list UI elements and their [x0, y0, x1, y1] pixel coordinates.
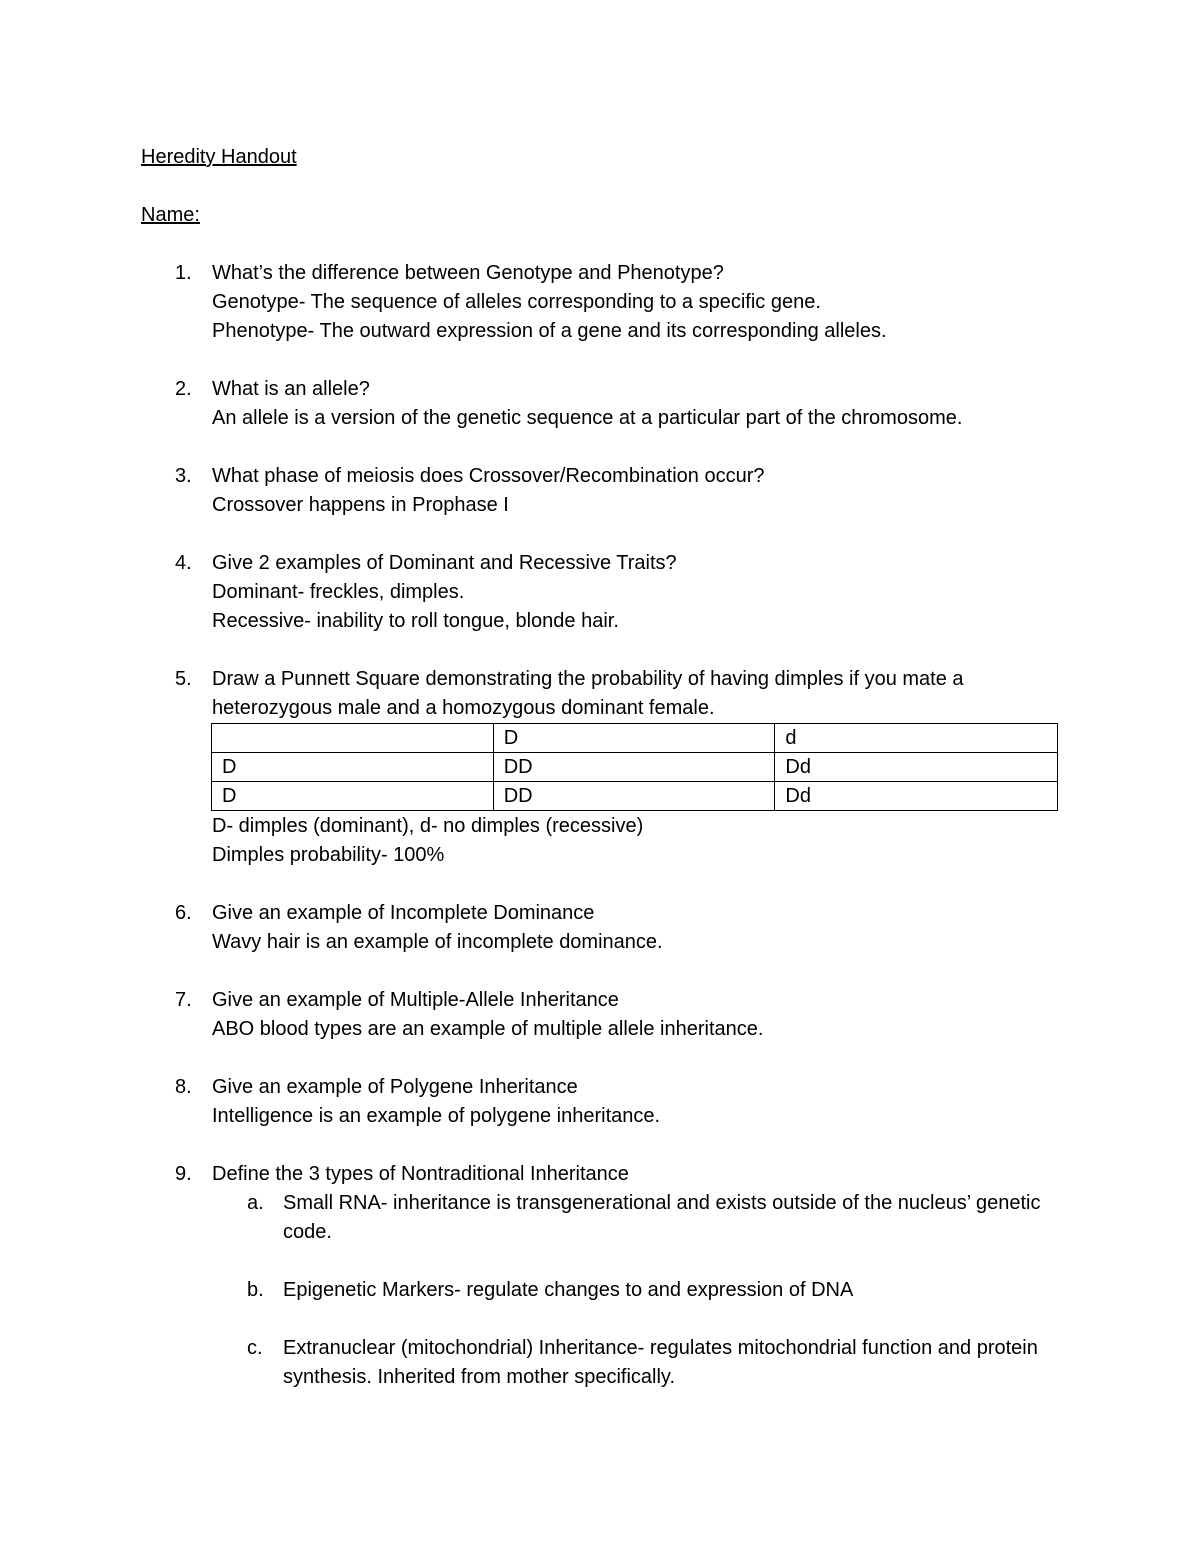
- table-cell: Dd: [775, 753, 1058, 782]
- sub-item-letter: c.: [247, 1337, 263, 1359]
- question-text: What is an allele?: [212, 378, 370, 400]
- table-cell: d: [775, 724, 1058, 753]
- question-number: 7.: [175, 989, 192, 1011]
- question-1: [141, 259, 1061, 346]
- sub-item-list: [212, 1189, 1061, 1392]
- question-9: [141, 1160, 1061, 1392]
- answer-line: D- dimples (dominant), d- no dimples (recessive): [212, 815, 644, 837]
- answer-line: Dimples probability- 100%: [212, 844, 445, 866]
- question-6: [141, 899, 1061, 957]
- answer-line: ABO blood types are an example of multiple allele inheritance.: [212, 1018, 764, 1040]
- sub-item-c: [212, 1334, 1061, 1392]
- question-text: Give an example of Incomplete Dominance: [212, 902, 595, 924]
- question-4: [141, 549, 1061, 636]
- question-text: Draw a Punnett Square demonstrating the probability of having dimples if you mate a heterozygous male and a homozygous dominant female.: [212, 668, 964, 719]
- answer-line: Recessive- inability to roll tongue, blonde hair.: [212, 610, 619, 632]
- question-list: [141, 259, 1061, 1392]
- sub-item-a: [212, 1189, 1061, 1247]
- table-cell: D: [212, 753, 494, 782]
- table-row: [212, 782, 1058, 811]
- question-number: 9.: [175, 1163, 192, 1185]
- answer-line: Crossover happens in Prophase I: [212, 494, 509, 516]
- question-number: 3.: [175, 465, 192, 487]
- question-number: 2.: [175, 378, 192, 400]
- question-text: Give 2 examples of Dominant and Recessive Traits?: [212, 552, 677, 574]
- question-8: [141, 1073, 1061, 1131]
- question-text: Give an example of Polygene Inheritance: [212, 1076, 578, 1098]
- question-text: Define the 3 types of Nontraditional Inheritance: [212, 1163, 629, 1185]
- sub-item-letter: a.: [247, 1192, 264, 1214]
- table-row: [212, 724, 1058, 753]
- question-3: [141, 462, 1061, 520]
- question-number: 4.: [175, 552, 192, 574]
- table-cell: D: [493, 724, 775, 753]
- table-cell: [212, 724, 494, 753]
- question-text: What phase of meiosis does Crossover/Recombination occur?: [212, 465, 765, 487]
- document-body: [141, 143, 1061, 1421]
- name-label: Name:: [141, 204, 200, 226]
- table-cell: DD: [493, 753, 775, 782]
- sub-item-text: Small RNA- inheritance is transgenerational and exists outside of the nucleus’ genetic code.: [283, 1192, 1041, 1243]
- sub-item-b: [212, 1276, 1061, 1305]
- question-5: [141, 665, 1061, 870]
- document-title: Heredity Handout: [141, 146, 297, 168]
- punnett-square-table: [211, 723, 1058, 811]
- answer-line: An allele is a version of the genetic sequence at a particular part of the chromosome.: [212, 407, 963, 429]
- table-cell: D: [212, 782, 494, 811]
- question-text: What’s the difference between Genotype and Phenotype?: [212, 262, 724, 284]
- question-number: 1.: [175, 262, 192, 284]
- answer-line: Wavy hair is an example of incomplete dominance.: [212, 931, 663, 953]
- answer-line: Dominant- freckles, dimples.: [212, 581, 465, 603]
- question-number: 8.: [175, 1076, 192, 1098]
- sub-item-text: Extranuclear (mitochondrial) Inheritance- regulates mitochondrial function and protein synthesis. Inherited from mother specifically.: [283, 1337, 1038, 1388]
- table-row: [212, 753, 1058, 782]
- question-2: [141, 375, 1061, 433]
- question-7: [141, 986, 1061, 1044]
- table-cell: Dd: [775, 782, 1058, 811]
- answer-line: Phenotype- The outward expression of a gene and its corresponding alleles.: [212, 320, 887, 342]
- answer-line: Genotype- The sequence of alleles corresponding to a specific gene.: [212, 291, 821, 313]
- sub-item-text: Epigenetic Markers- regulate changes to and expression of DNA: [283, 1279, 854, 1301]
- question-number: 6.: [175, 902, 192, 924]
- question-number: 5.: [175, 668, 192, 690]
- sub-item-letter: b.: [247, 1279, 264, 1301]
- answer-line: Intelligence is an example of polygene inheritance.: [212, 1105, 661, 1127]
- table-cell: DD: [493, 782, 775, 811]
- question-text: Give an example of Multiple-Allele Inheritance: [212, 989, 619, 1011]
